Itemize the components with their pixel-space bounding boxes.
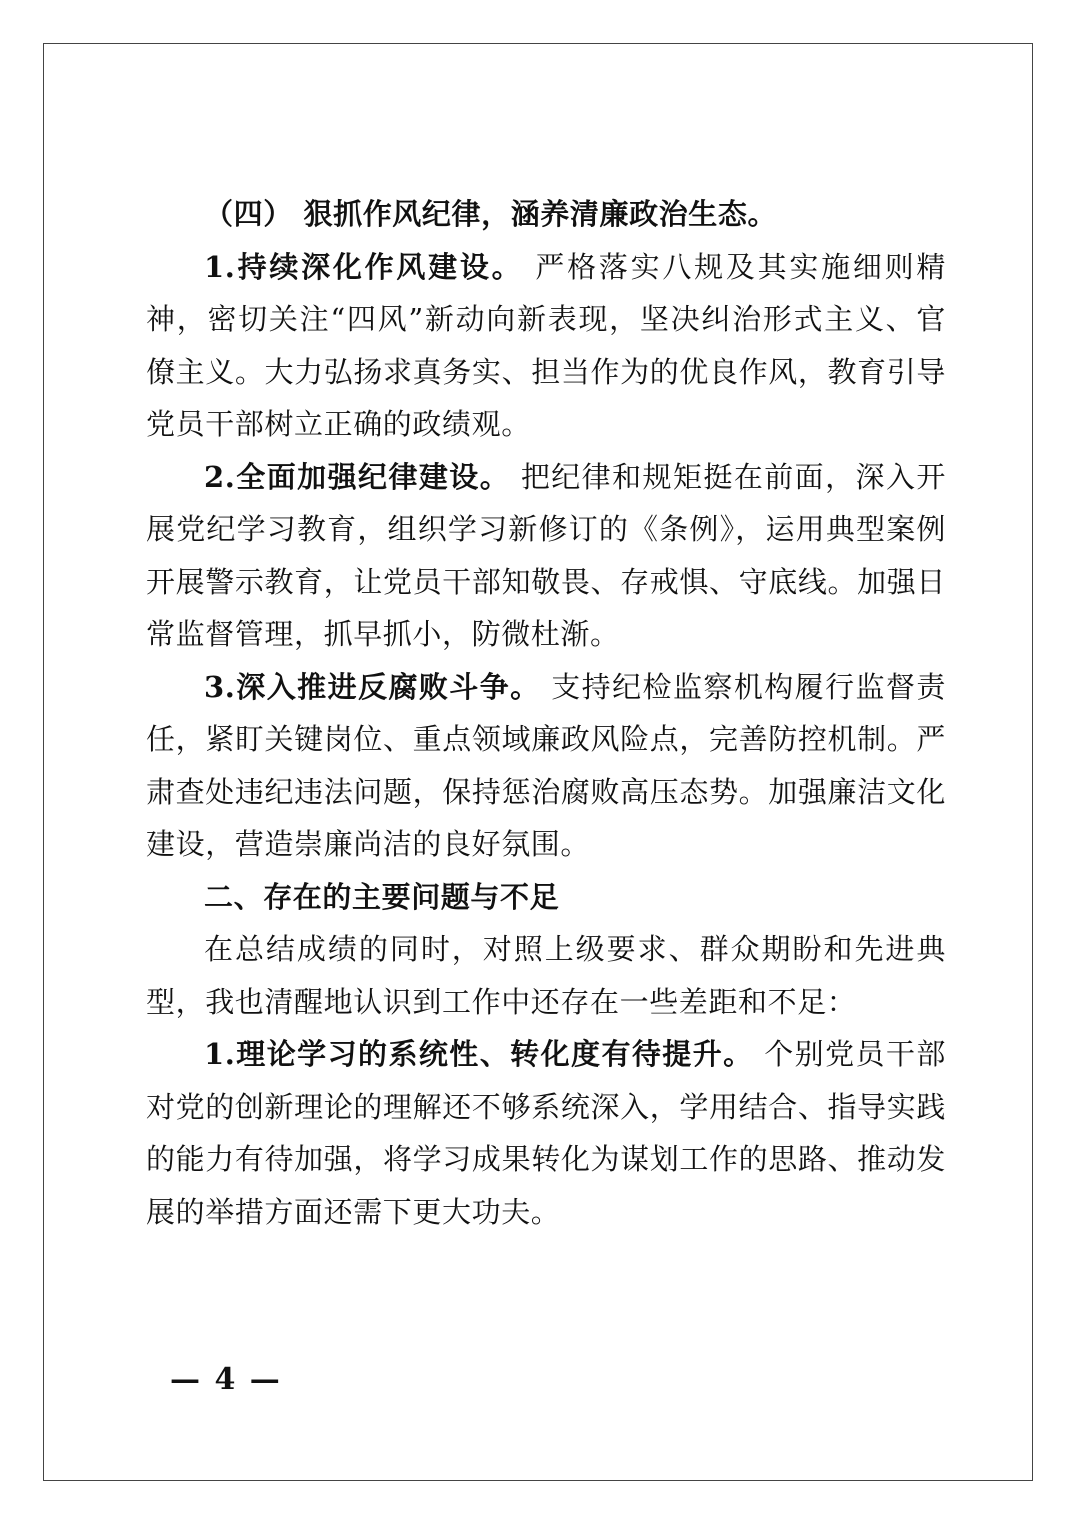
paragraph-lead: 1.持续深化作风建设。	[204, 249, 524, 284]
paragraph-body: 把纪律和规矩挺在前面，深入开展党纪学习教育，组织学习新修订的《条例》，运用典型案例开展警示教育，让党员干部知敬畏、存戒惧、守底线。加强日常监督管理，抓早抓小，防微杜渐。	[146, 459, 947, 651]
document-body	[146, 188, 946, 1238]
paragraph-body: 支持纪检监察机构履行监督责任，紧盯关键岗位、重点领域廉政风险点，完善防控机制。严肃查处违纪违法问题，保持惩治腐败高压态势。加强廉洁文化建设，营造崇廉尚洁的良好氛围。	[146, 669, 946, 861]
part-two-heading: 二、存在的主要问题与不足	[204, 879, 560, 914]
paragraph-lead: 2.全面加强纪律建设。	[204, 459, 511, 494]
paragraph-body: 严格落实八规及其实施细则精神，密切关注“四风”新动向新表现，坚决纠治形式主义、官僚主义。大力弘扬求真务实、担当作为的优良作风，教育引导党员干部树立正确的政绩观。	[146, 249, 947, 441]
paragraph-body: 个别党员干部对党的创新理论的理解还不够系统深入，学用结合、指导实践的能力有待加强，将学习成果转化为谋划工作的思路、推动发展的举措方面还需下更大功夫。	[146, 1037, 946, 1229]
paragraph-work-style	[146, 241, 946, 451]
part-two-intro: 在总结成绩的同时，对照上级要求、群众期盼和先进典型，我也清醒地认识到工作中还存在一些差距和不足：	[146, 932, 946, 1019]
paragraph-theory-study	[146, 1028, 946, 1238]
section-four-title: （四） 狠抓作风纪律，涵养清廉政治生态。	[204, 197, 778, 231]
paragraph-lead: 3.深入推进反腐败斗争。	[204, 669, 541, 704]
paragraph-lead: 1.理论学习的系统性、转化度有待提升。	[204, 1037, 754, 1071]
paragraph-discipline	[146, 451, 946, 661]
page-number: — 4 —	[170, 1362, 282, 1397]
paragraph-anti-corruption	[146, 661, 946, 871]
